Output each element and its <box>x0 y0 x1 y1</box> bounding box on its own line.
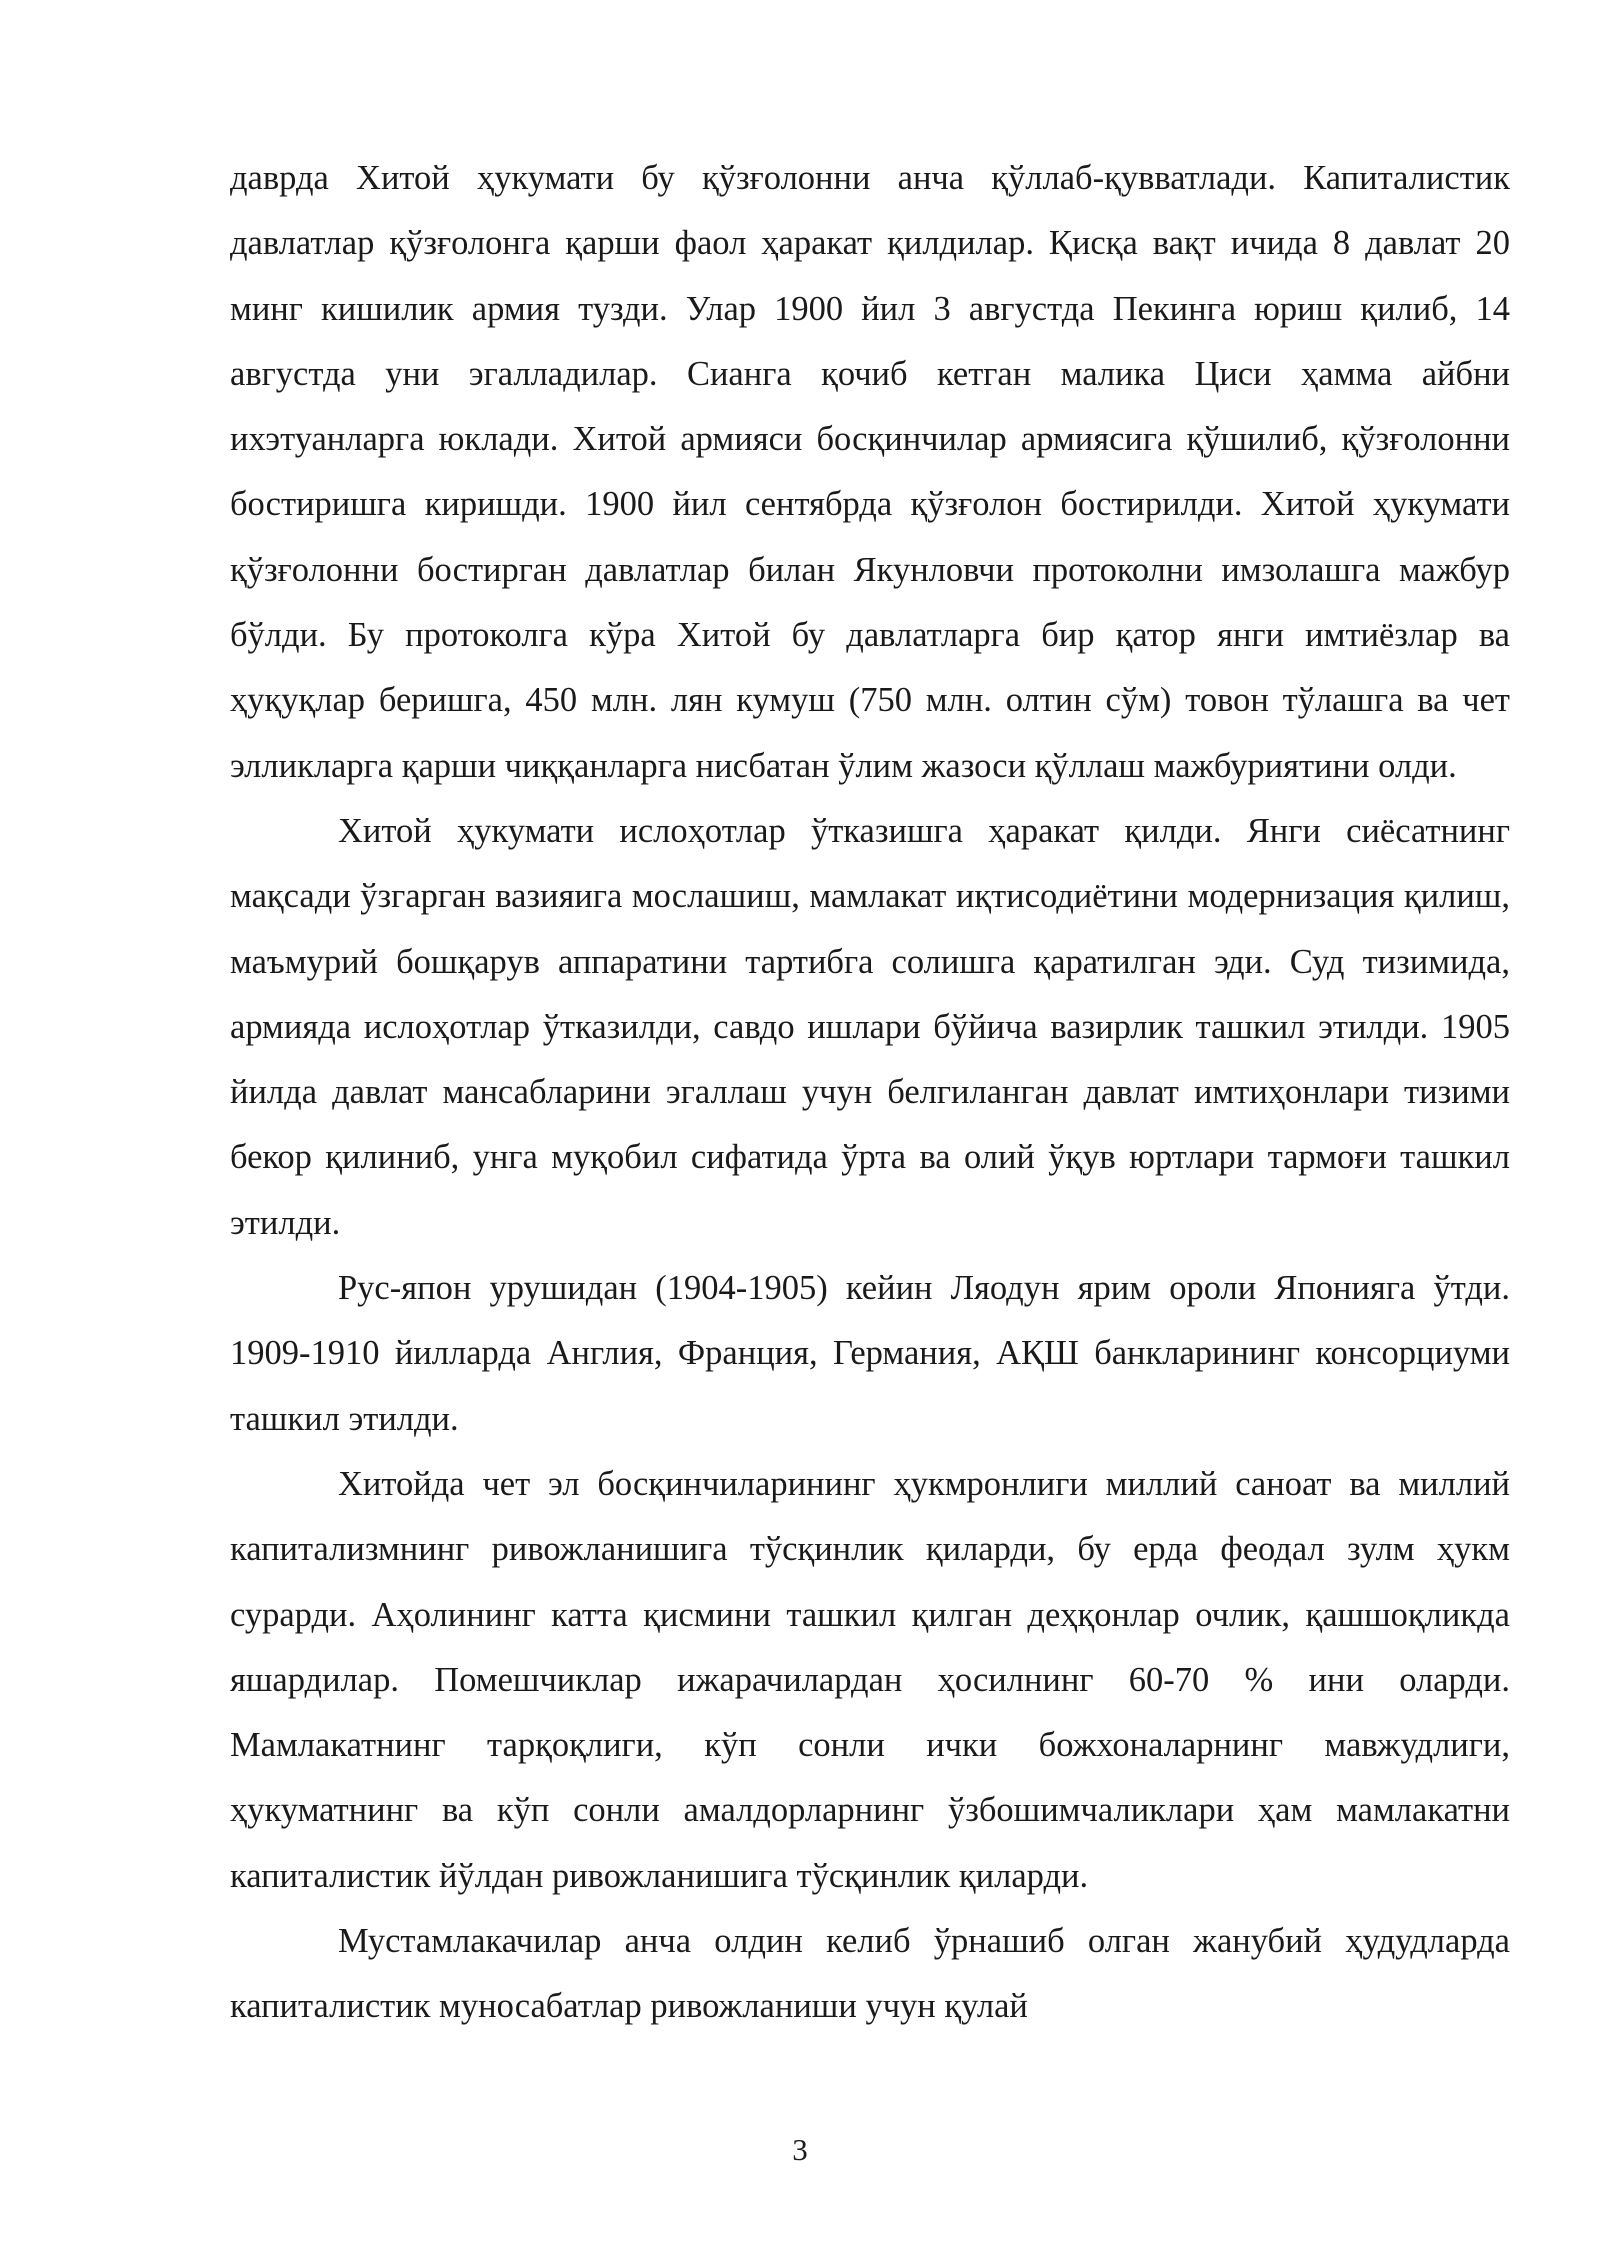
page-number: 3 <box>792 2132 808 2167</box>
paragraph-3: Рус-япон урушидан (1904-1905) кейин Ляодун ярим ороли Японияга ўтди. 1909-1910 йилларда Англия, Франция, Германия, АҚШ банкларининг консорциуми ташкил этилди. <box>230 1269 1510 1438</box>
paragraph-1: даврда Хитой ҳукумати бу қўзғолонни анча қўллаб-қувватлади. Капиталистик давлатлар қўзғолонга қарши фаол ҳаракат қилдилар. Қисқа вақт ичида 8 давлат 20 минг кишилик армия тузди. Улар 1900 йил 3 августда Пекинга юриш қилиб, 14 августда уни эгалладилар. Сианга қочиб кетган малика Циси ҳамма айбни ихэтуанларга юклади. Хитой армияси босқинчилар армиясига қўшилиб, қўзғолонни бостиришга киришди. 1900 йил сентябрда қўзғолон бостирилди. Хитой ҳукумати қўзғолонни бостирган давлатлар билан Якунловчи протоколни имзолашга мажбур бўлди. Бу протоколга кўра Хитой бу давлатларга бир қатор янги имтиёзлар ва ҳуқуқлар беришга, 450 млн. лян кумуш (750 млн. олтин сўм) товон тўлашга ва чет элликларга қарши чиққанларга нисбатан ўлим жазоси қўллаш мажбуриятини олди. <box>230 159 1510 785</box>
paragraph-2: Хитой ҳукумати ислоҳотлар ўтказишга ҳаракат қилди. Янги сиёсатнинг мақсади ўзгарган вазияига мослашиш, мамлакат иқтисодиётини модернизация қилиш, маъмурий бошқарув аппаратини тартибга солишга қаратилган эди. Суд тизимида, армияда ислоҳотлар ўтказилди, савдо ишлари бўйича вазирлик ташкил этилди. 1905 йилда давлат мансабларини эгаллаш учун белгиланган давлат имтиҳонлари тизими бекор қилиниб, унга муқобил сифатида ўрта ва олий ўқув юртлари тармоғи ташкил этилди. <box>230 811 1510 1242</box>
document-body <box>230 146 1510 2040</box>
paragraph-5: Мустамлакачилар анча олдин келиб ўрнашиб олган жанубий ҳудудларда капиталистик муносабатлар ривожланиши учун қулай <box>230 1922 1510 2026</box>
paragraph-4: Хитойда чет эл босқинчиларининг ҳукмронлиги миллий саноат ва миллий капитализмнинг ривожланишига тўсқинлик қиларди, бу ерда феодал зулм ҳукм сурарди. Аҳолининг катта қисмини ташкил қилган деҳқонлар очлик, қашшоқликда яшардилар. Помешчиклар ижарачилардан ҳосилнинг 60-70 % ини оларди. Мамлакатнинг тарқоқлиги, кўп сонли ички божхоналарнинг мавжудлиги, ҳукуматнинг ва кўп сонли амалдорларнинг ўзбошимчаликлари ҳам мамлакатни капиталистик йўлдан ривожланишига тўсқинлик қиларди. <box>230 1464 1510 1895</box>
